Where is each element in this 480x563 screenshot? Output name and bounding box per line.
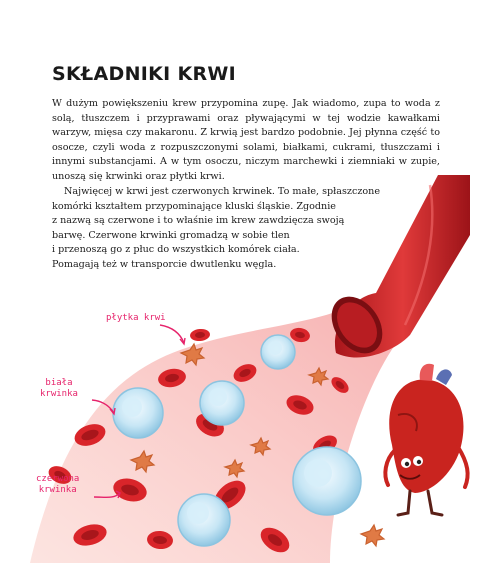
red-cell-label [36,474,79,496]
text-line: barwę. Czerwone krwinki gromadzą w sobie tlen [52,229,290,241]
page-title: SKŁADNIKI KRWI [52,63,237,85]
text-line: z nazwą są czerwone i to właśnie im krew zawdzięcza swoją [52,215,345,227]
text-line: Najwięcej w krwi jest czerwonych krwinek. To małe, spłaszczone [64,186,381,197]
platelet-label [106,313,166,324]
text-line: i przenoszą go z płuc do wszystkich komórek ciała. [52,244,300,256]
blood-vessel [321,175,470,363]
red-cell-label-line2: krwinka [38,485,77,495]
red-cell-label-line1: czerwona [36,474,80,484]
blood-illustration [0,175,480,563]
white-cell-label [40,378,78,400]
heart-character [385,364,467,515]
platelet-label-text: płytka krwi [106,313,166,323]
white-cell-label-line1: biała [45,378,73,388]
white-cell-label-line2: krwinka [40,389,78,399]
text-line: komórki kształtem przypominające kluski śląskie. Zgodnie [52,200,336,212]
text-line: Pomagają też w transporcie dwutlenku węgla. [52,258,277,270]
intro-paragraph: W dużym powiększeniu krew przypomina zupę. Jak wiadomo, zupa to woda z solą, tłuszczem i przyprawami oraz pływającymi w tej wodzie kawałkami warzyw, mięsa czy makaronu. Z krwią jest bardzo podobnie. Jej płynna część to osocze, czyli woda z rozpuszczonymi solami, białkami, cukrami, tłuszczami i innymi substancjami. A w tym osoczu, niczym marchewki i ziemniaki w zupie, unoszą się krwinki oraz płytki krwi. [52,98,440,182]
